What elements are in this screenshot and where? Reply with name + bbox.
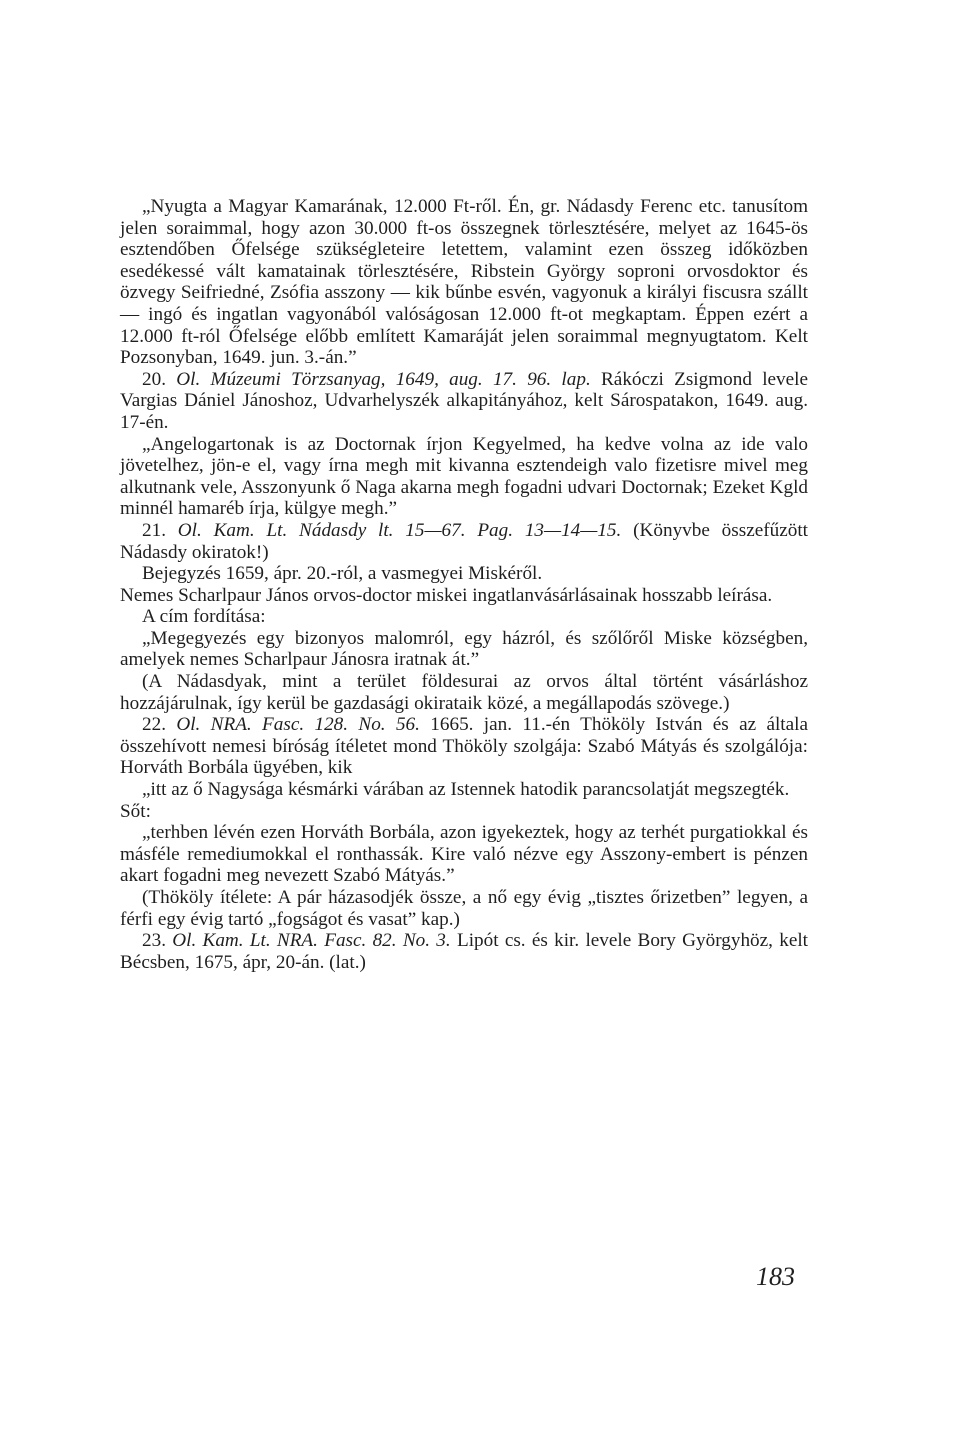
paragraph-p8: „Megegyezés egy bizonyos malomról, egy házról, és szőlőről Miske községben, amelyek nemes Scharlpaur Jánosra iratnak át.”	[120, 627, 808, 671]
paragraph-segment: 22.	[142, 714, 177, 736]
paragraph-segment: 21.	[142, 519, 178, 541]
paragraph-p14: (Thököly ítélete: A pár házasodjék össze, a nő egy évig „tisztes őrizetben” legyen, a férfi egy évig tartó „fogságot és vasat” kap.)	[120, 887, 808, 930]
paragraph-p4	[120, 520, 808, 563]
citation-reference: Ol. Kam. Lt. Nádasdy lt. 15—67. Pag. 13—14—15.	[177, 519, 622, 541]
paragraph-p11: „itt az ő Nagysága késmárki várában az Istennek hatodik parancsolatját megszegték.	[142, 779, 790, 801]
paragraph-p15	[120, 930, 808, 973]
paragraph-segment: Lipót cs. és kir. levele Bory Györgyhöz, kelt Bécsben, 1675, ápr, 20-án. (lat.)	[120, 930, 808, 973]
paragraph-p6: Nemes Scharlpaur János orvos-doctor miskei ingatlanvásárlásainak hosszabb leírása.	[120, 584, 773, 606]
paragraph-p2	[120, 369, 808, 434]
paragraph-p7: A cím fordítása:	[142, 606, 266, 628]
citation-reference: Ol. Kam. Lt. NRA. Fasc. 82. No. 3.	[172, 930, 451, 952]
citation-reference: Ol. Múzeumi Törzsanyag, 1649, aug. 17. 96. lap.	[176, 368, 591, 390]
paragraph-p13: „terhben lévén ezen Horváth Borbála, azon igyekeztek, hogy az terhét purgatiokkal és másféle remediumokkal el ronthassák. Kire való nézve egy Asszony-embert is pénzen akart fogadni meg nevezett Szabó Mátyás.”	[120, 822, 808, 887]
paragraph-segment: Rákóczi Zsigmond levele Vargias Dániel Jánoshoz, Udvarhelyszék alkapitányához, kelt Sárospatakon, 1649. aug. 17-én.	[120, 368, 809, 433]
paragraph-p1: „Nyugta a Magyar Kamarának, 12.000 Ft-ről. Én, gr. Nádasdy Ferenc etc. tanusítom jelen soraimmal, hogy azon 30.000 ft-os összegnek törlesztésére, melyet az 1645-ös esztendőben Őfelsége szükségleteire letettem, valamint ezen összeg időközben esedékessé vált kamatainak törlesztésére, Ribstein György soproni orvosdoktor és özvegy Seifriedné, Zsófia asszony — kik bűnbe esvén, vagyonuk a királyi fiscusra szállt — ingó és ingatlan vagyonából valóságosan 12.000 ft-ot megkaptam. Éppen ezért a 12.000 ft-ról Őfelsége előbb említett Kamaráját jelen soraimmal megnyugtatom. Kelt Pozsonyban, 1649. jun. 3.-án.”	[120, 196, 808, 369]
paragraph-segment: 1665. jan. 11.-én Thököly István és az általa összehívott nemesi bíróság ítéletet mond Thököly szolgája: Szabó Mátyás és szolgálója: Horváth Borbála ügyében, kik	[120, 714, 808, 779]
paragraph-p10	[120, 714, 808, 779]
paragraph-segment: (Könyvbe összefűzött Nádasdy okiratok!)	[120, 519, 808, 563]
citation-reference: Ol. NRA. Fasc. 128. No. 56.	[176, 714, 420, 736]
paragraph-p9: (A Nádasdyak, mint a terület földesurai az orvos által történt vásárláshoz hozzájárulnak, így kerül be gazdasági okirataik közé, a megállapodás szövege.)	[120, 671, 808, 714]
body-text	[120, 196, 808, 973]
paragraph-p5: Bejegyzés 1659, ápr. 20.-ról, a vasmegyei Miskéről.	[142, 563, 543, 585]
paragraph-segment: 20.	[142, 368, 177, 390]
paragraph-p12: Sőt:	[120, 800, 151, 822]
paragraph-segment: 23.	[142, 930, 173, 952]
paragraph-p3: „Angelogartonak is az Doctornak írjon Kegyelmed, ha kedve volna az ide valo jövetelhez, jön-e el, vagy írna megh mit kivanna esztendeigh valo fizetisre mivel meg alkutnank vele, Asszonyunk ő Naga akarna megh fogadni udvari Doctornak; Ezeket Kgld minnél hamaréb írja, külgye megh.”	[120, 433, 808, 520]
page-number: 183	[756, 1262, 795, 1291]
